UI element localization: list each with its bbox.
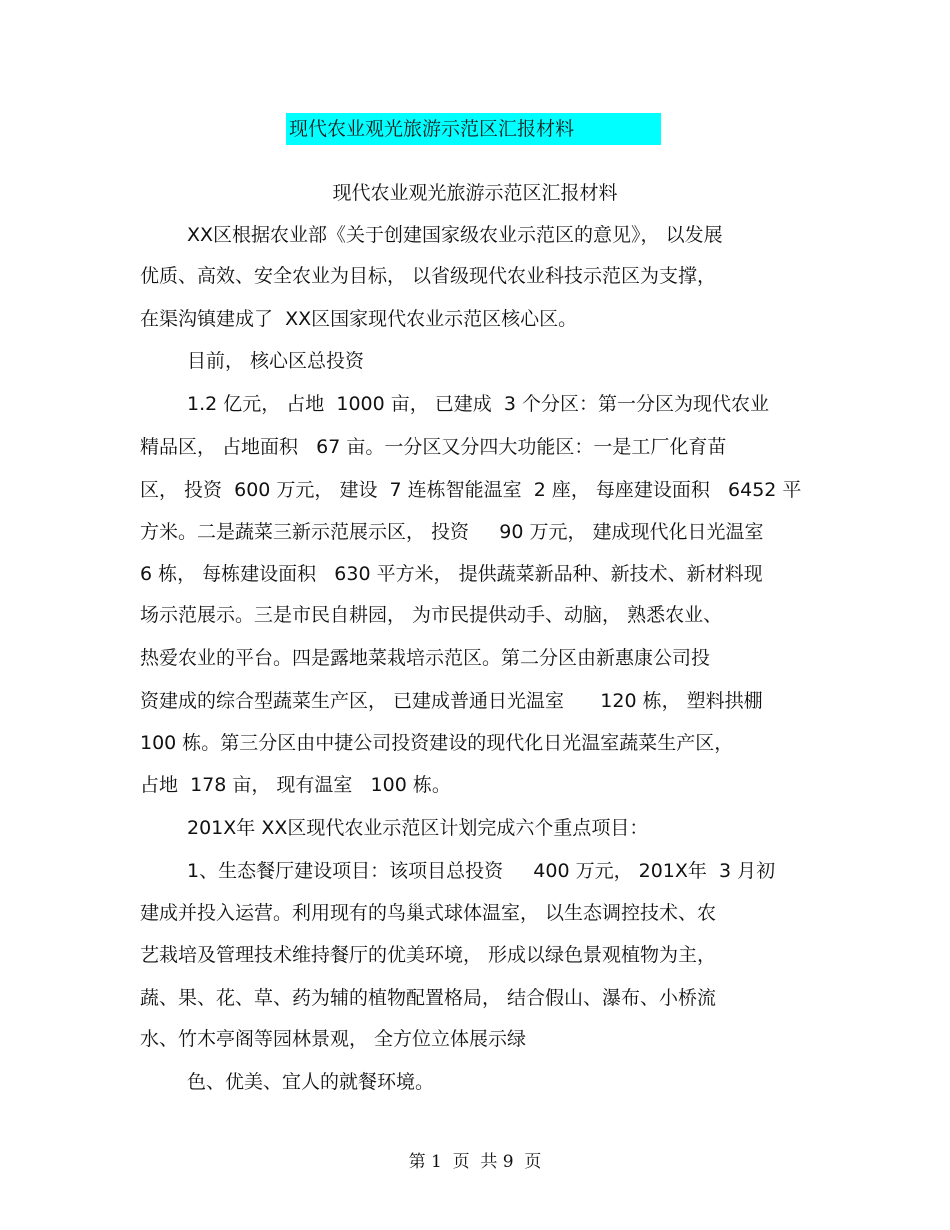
paragraph-line: 蔬、果、花、草、药为辅的植物配置格局， 结合假山、瀑布、小桥流 bbox=[140, 987, 717, 1009]
paragraph-line: 资建成的综合型蔬菜生产区， 已建成普通日光温室 120 栋， 塑料拱棚 bbox=[140, 690, 763, 712]
paragraph-line: 100 栋。第三分区由中捷公司投资建设的现代化日光温室蔬菜生产区， bbox=[140, 732, 734, 754]
paragraph-line: 色、优美、宜人的就餐环境。 bbox=[187, 1071, 435, 1093]
paragraph-line: XX区根据农业部《关于创建国家级农业示范区的意见》， 以发展 bbox=[187, 224, 723, 246]
paragraph-line: 热爱农业的平台。四是露地菜栽培示范区。第二分区由新惠康公司投 bbox=[140, 647, 711, 669]
paragraph-line: 1.2 亿元， 占地 1000 亩， 已建成 3 个分区：第一分区为现代农业 bbox=[187, 393, 770, 415]
paragraph-line: 建成并投入运营。利用现有的鸟巢式球体温室， 以生态调控技术、农 bbox=[140, 902, 717, 924]
paragraph-line: 201X年 XX区现代农业示范区计划完成六个重点项目： bbox=[187, 817, 649, 839]
paragraph-line: 1、生态餐厅建设项目：该项目总投资 400 万元， 201X年 3 月初 bbox=[187, 860, 776, 882]
paragraph-line: 精品区， 占地面积 67 亩。一分区又分四大功能区：一是工厂化育苗 bbox=[140, 436, 727, 458]
paragraph-line: 场示范展示。三是市民自耕园， 为市民提供动手、动脑， 熟悉农业、 bbox=[140, 604, 723, 626]
paragraph-line: 在渠沟镇建成了 XX区国家现代农业示范区核心区。 bbox=[140, 308, 578, 330]
paragraph-line: 占地 178 亩， 现有温室 100 栋。 bbox=[140, 774, 451, 796]
page-footer: 第 1 页 共 9 页 bbox=[408, 1152, 542, 1172]
paragraph-line: 目前， 核心区总投资 bbox=[187, 350, 365, 372]
paragraph-line: 方米。二是蔬菜三新示范展示区， 投资 90 万元， 建成现代化日光温室 bbox=[140, 521, 764, 543]
document-subtitle: 现代农业观光旅游示范区汇报材料 bbox=[332, 182, 618, 204]
paragraph-line: 水、竹木亭阁等园林景观， 全方位立体展示绿 bbox=[140, 1028, 527, 1050]
document-title: 现代农业观光旅游示范区汇报材料 bbox=[289, 118, 575, 140]
paragraph-line: 6 栋， 每栋建设面积 630 平方米， 提供蔬菜新品种、新技术、新材料现 bbox=[140, 563, 763, 585]
paragraph-line: 优质、高效、安全农业为目标， 以省级现代农业科技示范区为支撑， bbox=[140, 265, 717, 287]
paragraph-line: 区， 投资 600 万元， 建设 7 连栋智能温室 2 座， 每座建设面积 6452 平 bbox=[140, 479, 802, 501]
paragraph-line: 艺栽培及管理技术维持餐厅的优美环境， 形成以绿色景观植物为主， bbox=[140, 944, 717, 966]
